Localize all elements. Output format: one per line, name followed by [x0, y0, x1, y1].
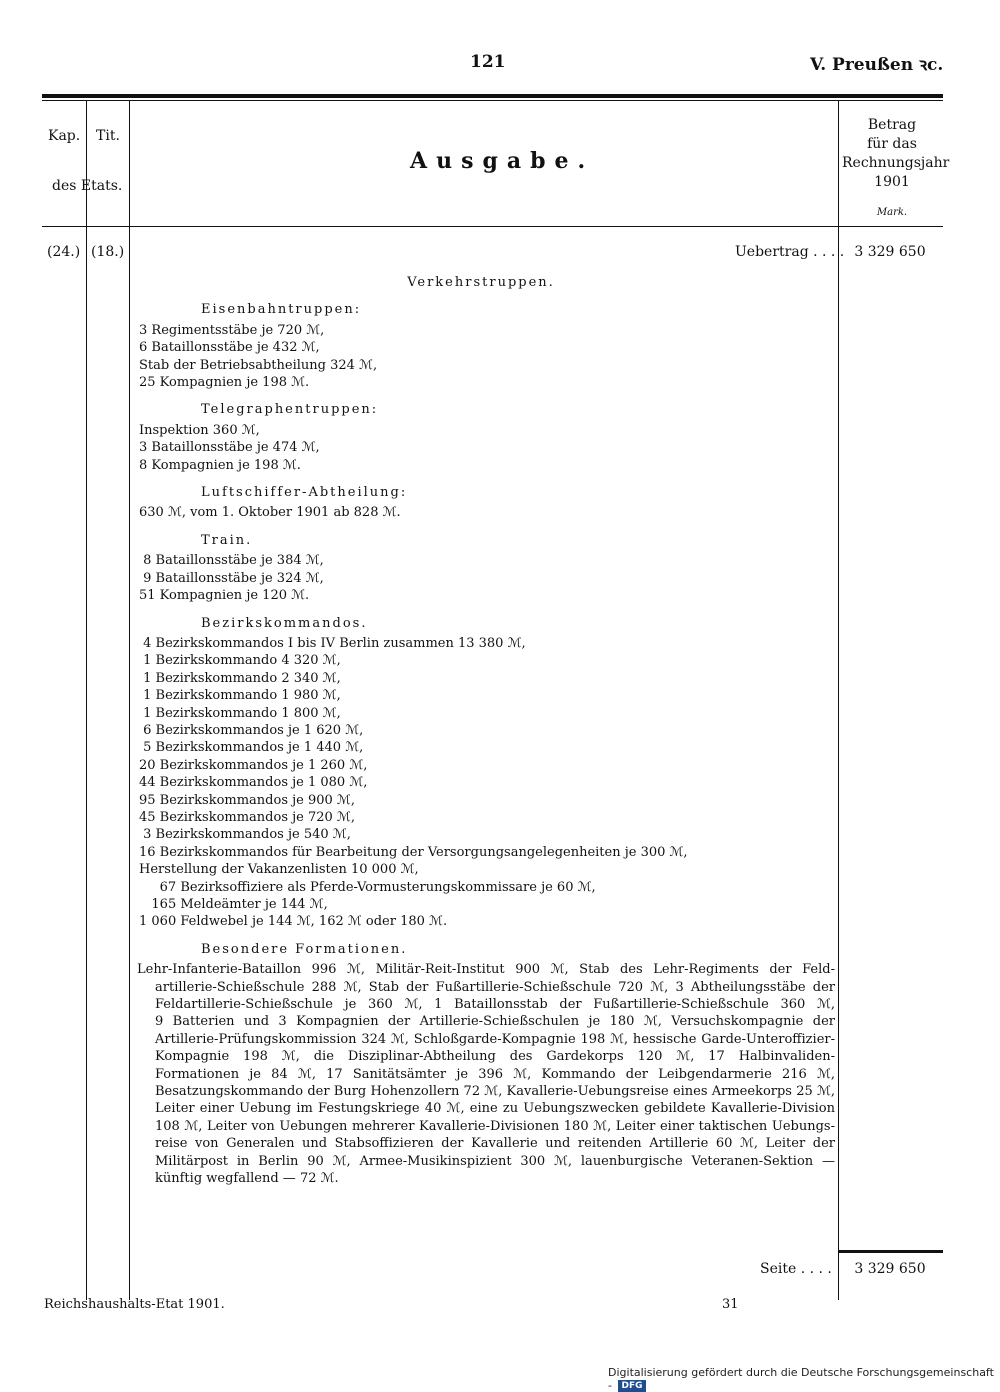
betrag-line: Rechnungsjahr	[842, 155, 950, 171]
footer-title: Reichshaushalts-Etat 1901.	[44, 1297, 225, 1312]
list-item: 1 Bezirkskommando 1 800 ℳ,	[139, 705, 341, 721]
besondere-paragraph	[139, 961, 835, 1187]
subsection-title: Besondere Formationen.	[201, 941, 408, 957]
seite-amount: 3 329 650	[854, 1261, 926, 1277]
paragraph-line: Kompagnie 198 ℳ, die Disziplinar-Abtheilung des Gardekorps 120 ℳ, 17 Halbinvaliden-	[155, 1049, 835, 1065]
paragraph-line: artillerie-Schießschule 288 ℳ, Stab der Fußartillerie-Schießschule 720 ℳ, 3 Abtheilungsstäbe der	[155, 979, 835, 995]
subsection-title: Telegraphentruppen:	[201, 402, 379, 418]
list-item: 630 ℳ, vom 1. Oktober 1901 ab 828 ℳ.	[139, 505, 401, 521]
dfg-logo-icon: DFG	[618, 1380, 645, 1392]
list-item: 4 Bezirkskommandos I bis IV Berlin zusammen 13 380 ℳ,	[139, 635, 526, 651]
paragraph-line: reise von Generalen und Stabsoffizieren der Kavallerie und reitenden Artillerie 60 ℳ, Leiter der	[155, 1136, 835, 1152]
list-item: 1 060 Feldwebel je 144 ℳ, 162 ℳ oder 180 ℳ.	[139, 914, 448, 930]
list-item: 1 Bezirkskommando 4 320 ℳ,	[139, 653, 341, 669]
section-title: Verkehrstruppen.	[407, 275, 555, 290]
list-item: 8 Kompagnien je 198 ℳ.	[139, 457, 301, 473]
list-item: 3 Regimentsstäbe je 720 ℳ,	[139, 322, 325, 338]
page-number: 121	[470, 52, 506, 72]
list-item: 44 Bezirkskommandos je 1 080 ℳ,	[139, 775, 368, 791]
header-kap: Kap.	[48, 128, 81, 144]
list-item: 5 Bezirkskommandos je 1 440 ℳ,	[139, 740, 364, 756]
column-divider-kap	[86, 100, 87, 1300]
list-item: 16 Bezirkskommandos für Bearbeitung der Versorgungsangelegenheiten je 300 ℳ,	[139, 844, 688, 860]
paragraph-line: Leiter einer Uebung im Festungskriege 40 ℳ, eine zu Uebungszwecken gebildete Kavallerie-Division	[155, 1101, 835, 1117]
list-item: 45 Bezirkskommandos je 720 ℳ,	[139, 809, 355, 825]
list-item: 51 Kompagnien je 120 ℳ.	[139, 588, 310, 604]
subsection-title: Bezirkskommandos.	[201, 615, 368, 631]
subsection-title: Luftschiffer-Abtheilung:	[201, 485, 408, 501]
paragraph-line: 9 Batterien und 3 Kompagnien der Artillerie-Schießschulen je 180 ℳ, Versuchskompagnie der	[155, 1014, 835, 1030]
list-item: 6 Bezirkskommandos je 1 620 ℳ,	[139, 722, 364, 738]
list-item: 3 Bataillonsstäbe je 474 ℳ,	[139, 440, 320, 456]
uebertrag-label: Uebertrag . . . .	[735, 244, 845, 260]
paragraph-line: Militärpost in Berlin 90 ℳ, Armee-Musikinspizient 300 ℳ, lauenburgische Veteranen-Sektion —	[155, 1153, 835, 1169]
betrag-line: Betrag	[867, 117, 917, 133]
top-thin-rule	[42, 100, 943, 101]
list-item: 9 Bataillonsstäbe je 324 ℳ,	[139, 570, 324, 586]
list-item: 3 Bezirkskommandos je 540 ℳ,	[139, 827, 351, 843]
paragraph-line: Artillerie-Prüfungskommission 324 ℳ, Schloßgarde-Kompagnie 198 ℳ, hessische Garde-Unteroffizier-	[155, 1031, 835, 1047]
uebertrag-amount: 3 329 650	[854, 244, 926, 260]
paragraph-line: 108 ℳ, Leiter von Uebungen mehrerer Kavallerie-Divisionen 180 ℳ, Leiter einer taktischen Uebungs-	[155, 1118, 835, 1134]
list-item: Inspektion 360 ℳ,	[139, 422, 260, 438]
betrag-line: für das	[867, 136, 917, 152]
header-ausgabe: Ausgabe.	[410, 148, 595, 174]
paragraph-line: Formationen je 84 ℳ, 17 Sanitätsämter je 396 ℳ, Kommando der Leibgendarmerie 216 ℳ,	[155, 1066, 835, 1082]
subsection-title: Eisenbahntruppen:	[201, 302, 362, 318]
header-rule	[42, 226, 943, 227]
list-item: Stab der Betriebsabtheilung 324 ℳ,	[139, 357, 378, 373]
header-tit: Tit.	[96, 128, 120, 144]
main-content	[139, 274, 835, 1188]
header-etats: des Etats.	[52, 178, 123, 194]
footer-sheet-number: 31	[722, 1297, 739, 1312]
credit-text: Digitalisierung gefördert durch die Deutsche Forschungsgemeinschaft -	[608, 1366, 994, 1392]
list-item: 95 Bezirkskommandos je 900 ℳ,	[139, 792, 355, 808]
paragraph-line: Lehr-Infanterie-Bataillon 996 ℳ, Militär-Reit-Institut 900 ℳ, Stab des Lehr-Regiments der Feld-	[137, 962, 835, 978]
paragraph-line: künftig wegfallend — 72 ℳ.	[155, 1171, 339, 1187]
list-item: 67 Bezirksoffiziere als Pferde-Vormusterungskommissare je 60 ℳ,	[139, 879, 596, 895]
digitization-credit	[608, 1366, 1000, 1392]
top-thick-rule	[42, 94, 943, 98]
column-divider-betrag	[838, 100, 839, 1300]
betrag-line: 1901	[874, 174, 910, 190]
header-betrag	[842, 116, 950, 192]
list-item: 8 Bataillonsstäbe je 384 ℳ,	[139, 553, 324, 569]
paragraph-line: Feldartillerie-Schießschule je 360 ℳ, 1 Bataillonsstab der Fußartillerie-Schießschule 360 ℳ,	[155, 997, 835, 1013]
list-item: 1 Bezirkskommando 1 980 ℳ,	[139, 688, 341, 704]
row-tit: (18.)	[91, 244, 125, 260]
sum-rule	[838, 1250, 943, 1253]
seite-label: Seite . . . .	[760, 1261, 832, 1277]
list-item: 20 Bezirkskommandos je 1 260 ℳ,	[139, 757, 368, 773]
subsection-title: Train.	[201, 532, 253, 548]
list-item: Herstellung der Vakanzenlisten 10 000 ℳ,	[139, 862, 419, 878]
header-unit: Mark.	[876, 207, 908, 218]
list-item: 25 Kompagnien je 198 ℳ.	[139, 375, 310, 391]
list-item: 1 Bezirkskommando 2 340 ℳ,	[139, 670, 341, 686]
list-item: 6 Bataillonsstäbe je 432 ℳ,	[139, 340, 320, 356]
list-item: 165 Meldeämter je 144 ℳ,	[139, 897, 328, 912]
paragraph-line: Besatzungskommando der Burg Hohenzollern 72 ℳ, Kavallerie-Uebungsreise eines Armeekorps 25 ℳ,	[155, 1084, 835, 1100]
running-head: V. Preußen ꝛc.	[810, 55, 944, 75]
row-kap: (24.)	[47, 244, 81, 260]
